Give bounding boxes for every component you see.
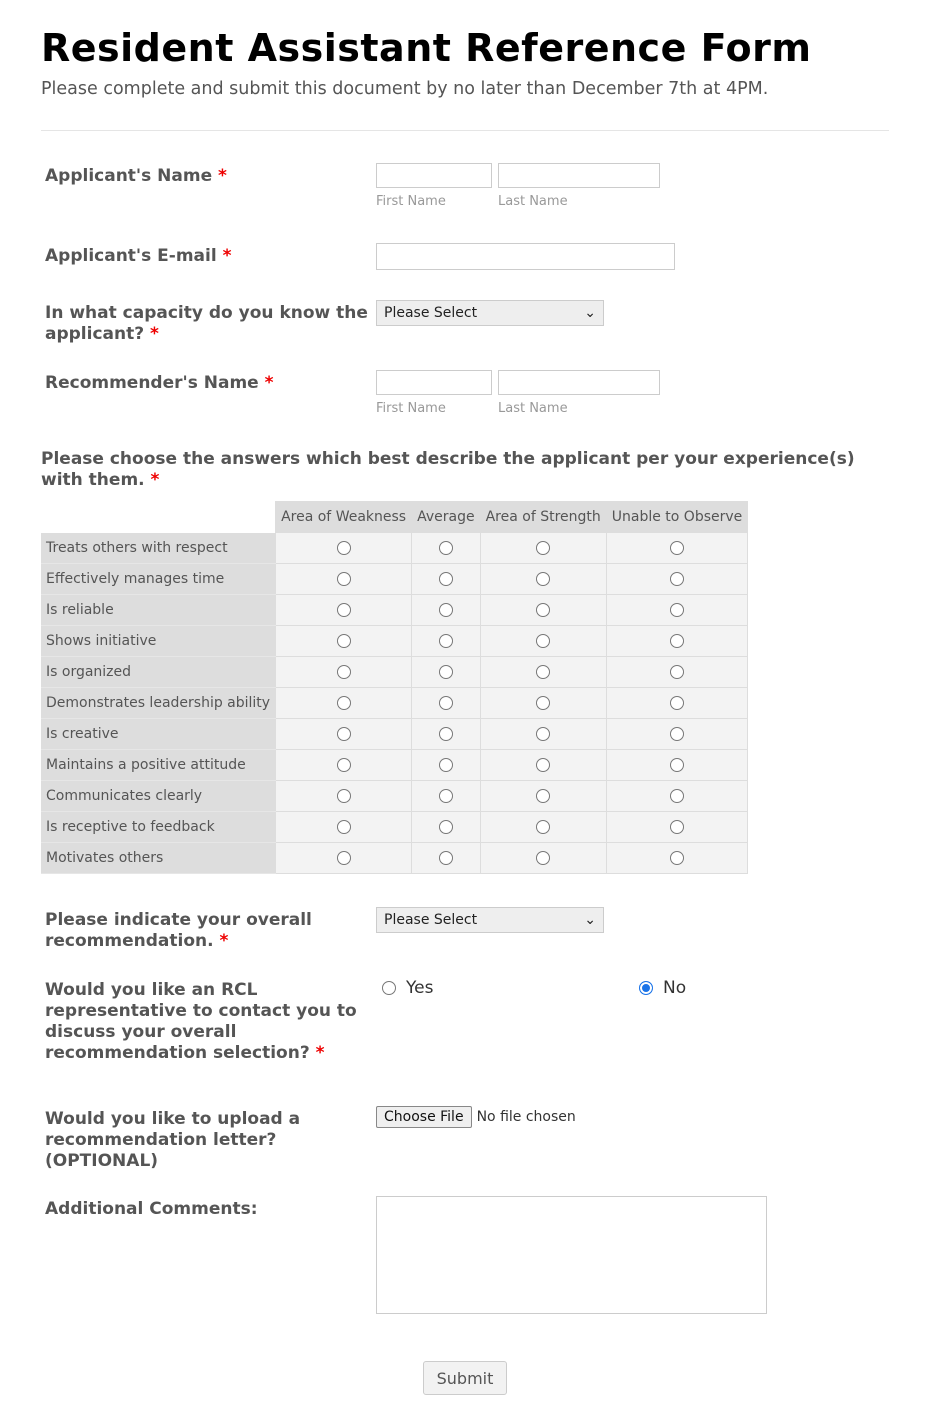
matrix-cell [412,781,481,812]
matrix-radio[interactable] [439,820,453,834]
matrix-radio[interactable] [439,789,453,803]
matrix-radio[interactable] [337,634,351,648]
contact-label: Would you like an RCL representative to contact you to discuss your overall recommendation selection? * [45,980,357,1063]
matrix-radio[interactable] [337,665,351,679]
matrix-radio[interactable] [337,727,351,741]
matrix-cell [412,595,481,626]
matrix-radio[interactable] [536,727,550,741]
matrix-cell [480,595,606,626]
applicant-name-label: Applicant's Name * [45,166,227,186]
matrix-row-label: Is receptive to feedback [41,812,276,843]
matrix-row [41,595,748,626]
matrix-cell [606,719,748,750]
matrix-question: Please choose the answers which best describe the applicant per your experience(s) with them. * [41,449,855,490]
matrix-radio[interactable] [439,758,453,772]
contact-no-option[interactable]: No [639,978,686,998]
chevron-down-icon: ⌄ [584,912,596,928]
submit-button[interactable]: Submit [423,1361,507,1395]
recommender-first-name-input[interactable] [376,370,492,395]
applicant-last-name-input[interactable] [498,163,660,188]
recommender-last-name-input[interactable] [498,370,660,395]
matrix-radio[interactable] [670,789,684,803]
matrix-cell [606,626,748,657]
matrix-cell [606,781,748,812]
matrix-radio[interactable] [337,851,351,865]
matrix-cell [412,564,481,595]
matrix-radio[interactable] [536,541,550,555]
matrix-cell [412,812,481,843]
matrix-row [41,843,748,874]
matrix-radio[interactable] [536,851,550,865]
matrix-cell [606,595,748,626]
matrix-radio[interactable] [670,572,684,586]
last-name-hint: Last Name [498,194,568,209]
matrix-row [41,719,748,750]
matrix-radio[interactable] [337,572,351,586]
matrix-radio[interactable] [670,665,684,679]
matrix-row-label: Treats others with respect [41,533,276,564]
overall-select[interactable]: Please Select ⌄ [376,907,604,933]
matrix-row [41,533,748,564]
matrix-row-label: Communicates clearly [41,781,276,812]
matrix-radio[interactable] [439,541,453,555]
matrix-cell [606,688,748,719]
matrix-column-header: Area of Strength [480,502,606,533]
matrix-radio[interactable] [536,758,550,772]
page-title: Resident Assistant Reference Form [41,26,812,70]
matrix-cell [480,657,606,688]
matrix-cell [412,843,481,874]
matrix-row [41,657,748,688]
matrix-cell [480,564,606,595]
matrix-cell [606,750,748,781]
matrix-radio[interactable] [337,696,351,710]
matrix-row-label: Effectively manages time [41,564,276,595]
matrix-row-label: Is organized [41,657,276,688]
first-name-hint: First Name [376,401,446,416]
contact-yes-option[interactable]: Yes [382,978,433,998]
matrix-radio[interactable] [536,665,550,679]
matrix-cell [276,626,412,657]
upload-label: Would you like to upload a recommendation letter? (OPTIONAL) [45,1109,301,1171]
matrix-cell [412,533,481,564]
matrix-cell [276,781,412,812]
matrix-radio[interactable] [536,603,550,617]
matrix-column-header: Average [412,502,481,533]
matrix-cell [412,688,481,719]
matrix-cell [276,843,412,874]
matrix-cell [606,843,748,874]
matrix-cell [276,750,412,781]
matrix-radio[interactable] [337,820,351,834]
matrix-corner [41,502,276,533]
matrix-radio[interactable] [536,634,550,648]
file-status: No file chosen [476,1109,576,1125]
matrix-radio[interactable] [439,603,453,617]
capacity-select[interactable]: Please Select ⌄ [376,300,604,326]
matrix-radio[interactable] [536,789,550,803]
matrix-cell [276,719,412,750]
matrix-radio[interactable] [337,603,351,617]
matrix-row [41,626,748,657]
chevron-down-icon: ⌄ [584,305,596,321]
matrix-cell [480,533,606,564]
matrix-radio[interactable] [337,758,351,772]
matrix-column-header: Area of Weakness [276,502,412,533]
matrix-row-label: Is reliable [41,595,276,626]
matrix-radio[interactable] [670,541,684,555]
matrix-radio[interactable] [670,603,684,617]
divider [41,130,889,131]
matrix-cell [480,750,606,781]
matrix-row-label: Shows initiative [41,626,276,657]
rating-matrix [41,501,748,874]
overall-label: Please indicate your overall recommendation. * [45,910,312,951]
recommender-name-label: Recommender's Name * [45,373,274,393]
matrix-cell [480,843,606,874]
matrix-radio[interactable] [670,758,684,772]
matrix-radio[interactable] [439,696,453,710]
matrix-radio[interactable] [536,696,550,710]
last-name-hint: Last Name [498,401,568,416]
radio-yes[interactable] [382,981,396,995]
matrix-cell [480,781,606,812]
applicant-email-input[interactable] [376,243,675,270]
matrix-radio[interactable] [337,789,351,803]
matrix-cell [276,657,412,688]
matrix-row-label: Motivates others [41,843,276,874]
matrix-cell [276,812,412,843]
matrix-cell [412,626,481,657]
capacity-label: In what capacity do you know the applicant? * [45,303,368,344]
matrix-row [41,781,748,812]
matrix-radio[interactable] [439,634,453,648]
matrix-row [41,750,748,781]
matrix-cell [480,812,606,843]
matrix-radio[interactable] [670,727,684,741]
matrix-cell [480,626,606,657]
matrix-radio[interactable] [670,634,684,648]
radio-no[interactable] [639,981,653,995]
matrix-row-label: Maintains a positive attitude [41,750,276,781]
matrix-radio[interactable] [439,572,453,586]
matrix-radio[interactable] [670,820,684,834]
matrix-radio[interactable] [670,696,684,710]
page-subtitle: Please complete and submit this document by no later than December 7th at 4PM. [41,79,769,99]
matrix-row [41,812,748,843]
matrix-column-header: Unable to Observe [606,502,748,533]
matrix-cell [276,595,412,626]
matrix-radio[interactable] [536,572,550,586]
matrix-cell [480,719,606,750]
matrix-cell [606,564,748,595]
matrix-radio[interactable] [536,820,550,834]
matrix-cell [606,657,748,688]
matrix-cell [412,719,481,750]
choose-file-button[interactable]: Choose File [376,1106,472,1128]
matrix-cell [606,812,748,843]
matrix-row [41,688,748,719]
matrix-radio[interactable] [337,541,351,555]
applicant-email-label: Applicant's E-mail * [45,246,232,266]
matrix-radio[interactable] [439,727,453,741]
matrix-cell [606,533,748,564]
matrix-radio[interactable] [670,851,684,865]
matrix-cell [412,750,481,781]
matrix-cell [412,657,481,688]
comments-label: Additional Comments: [45,1199,258,1219]
matrix-cell [276,564,412,595]
matrix-radio[interactable] [439,665,453,679]
first-name-hint: First Name [376,194,446,209]
applicant-first-name-input[interactable] [376,163,492,188]
matrix-row-label: Is creative [41,719,276,750]
comments-textarea[interactable] [376,1196,767,1314]
matrix-cell [276,688,412,719]
matrix-row [41,564,748,595]
matrix-radio[interactable] [439,851,453,865]
matrix-row-label: Demonstrates leadership ability [41,688,276,719]
matrix-cell [480,688,606,719]
matrix-cell [276,533,412,564]
